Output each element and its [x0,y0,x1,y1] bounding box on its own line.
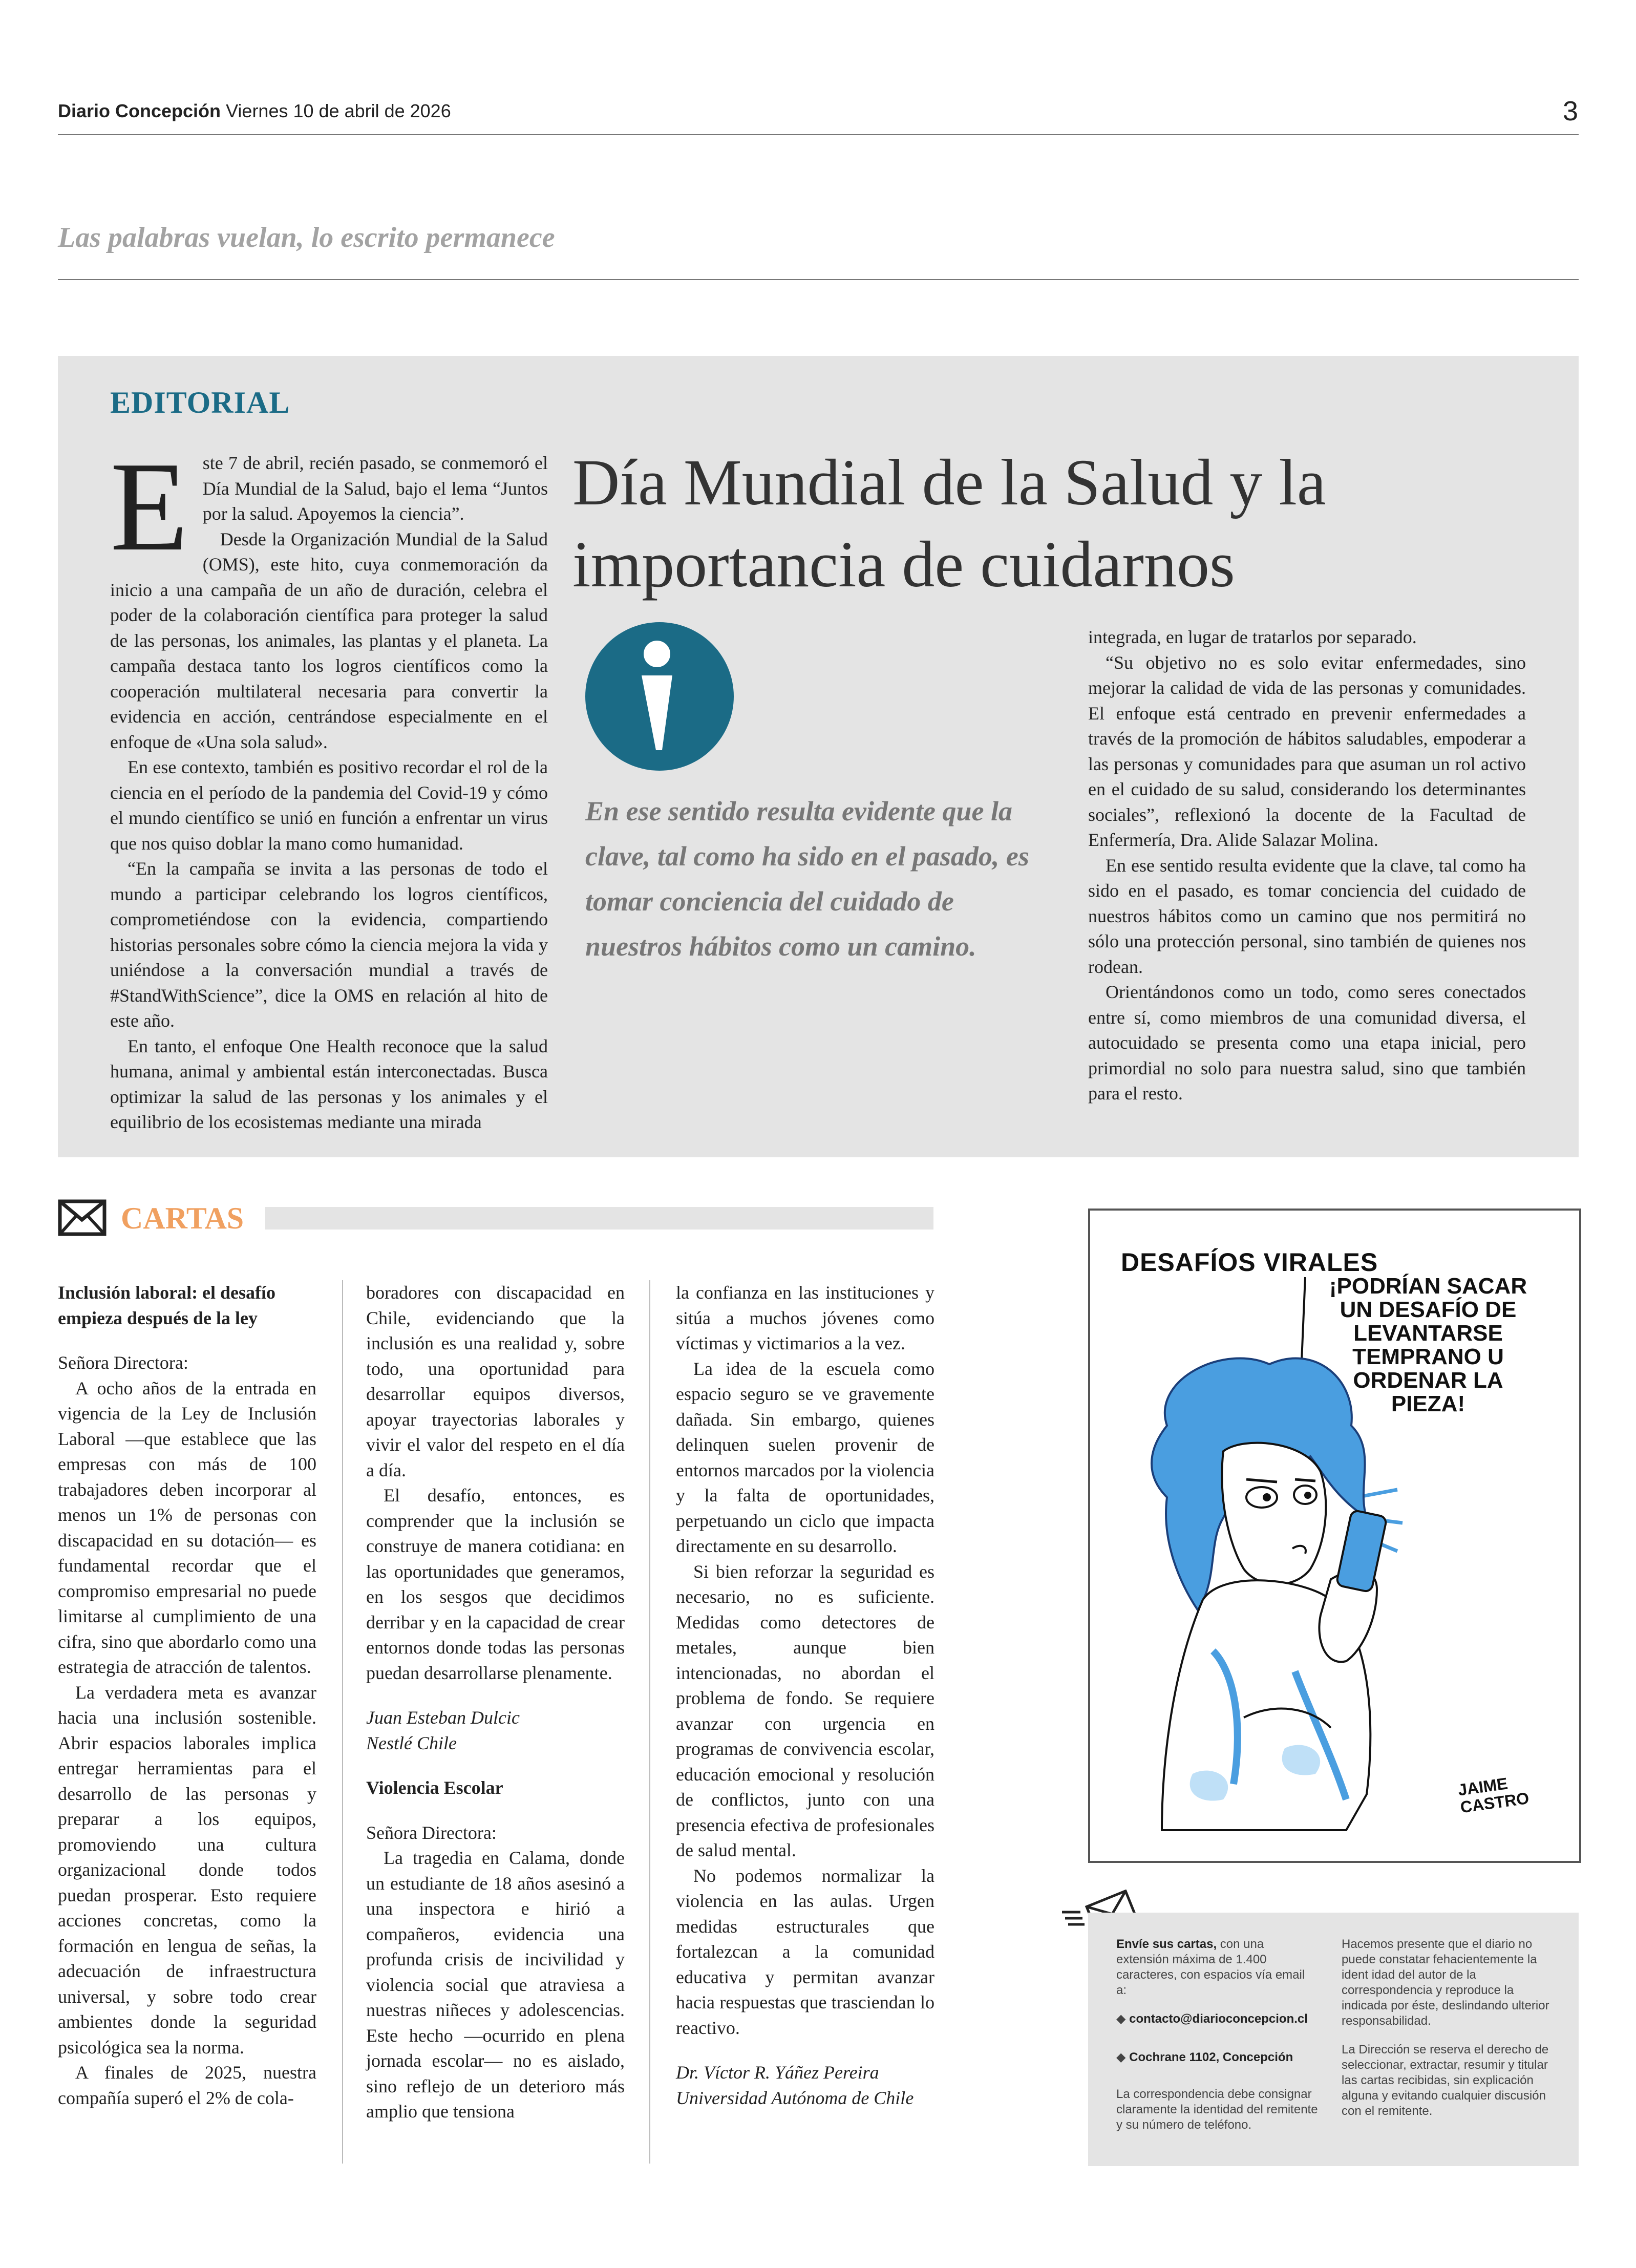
column-divider [649,1280,650,2164]
contact-box [1088,1913,1579,2166]
letter-salutation: Señora Directora: [58,1352,188,1373]
letter-paragraph: la confianza en las instituciones y sitúa a muchos jóvenes como víctimas y victimarios a la vez. [676,1282,934,1353]
letter-headline: Violencia Escolar [366,1777,503,1798]
editorial-column-3 [1088,625,1526,1107]
envelope-icon [58,1199,107,1236]
pull-quote: En ese sentido resulta evidente que la clave, tal como ha sido en el pasado, es tomar conciencia del cuidado de nuestros hábitos como un camino. [585,796,1029,962]
letters-column-1 [58,1280,316,2111]
letter-company: Nestlé Chile [366,1732,457,1753]
letter-paragraph: A ocho años de la entrada en vigencia de la Ley de Inclusión Laboral —que establece que las empresas con más de 100 trabajadores deben incorporar al menos un 1% de personas con discapacidad en su dotación— es fundamental recordar que el compromiso empresarial no puede limitarse al cumplimiento de una cifra, sino que abordarlo como una estrategia de atracción de talentos. [58,1377,316,1677]
letter-institution: Universidad Autónoma de Chile [676,2087,914,2108]
cartas-bar [265,1207,933,1230]
header-rule [58,134,1579,135]
editorial-paragraph: “Su objetivo no es solo evitar enfermedades, sino mejorar la calidad de vida de las personas y comunidades. El enfoque está centrado en prevenir enfermedades a través de la promoción de hábitos saludables, empoderar a las personas y comunidades para que asuman un rol activo en el cuidado de su salud, considerando los determinantes sociales”, reflexionó la docente de la Facultad de Enfermería, Dra. Alide Salazar Molina. [1088,652,1526,850]
letter-paragraph: boradores con discapacidad en Chile, evidenciando que la inclusión es una realidad y, sobre todo, una oportunidad para desarrollar equipos diversos, apoyar trayectorias laborales y vivir el valor del respeto en el día a día. [366,1282,625,1480]
speech-bubble-text: ¡PODRÍAN SACAR UN DESAFÍO DE LEVANTARSE TEMPRANO U ORDENAR LA PIEZA! [1329,1274,1527,1416]
contact-address-row [1116,2050,1321,2065]
letter-salutation: Señora Directora: [366,1822,497,1843]
editorial-paragraph: Orientándonos como un todo, como seres conectados entre sí, como miembros de una comunidad diversa, el autocuidado se presenta como una etapa inicial, pero primordial no solo para nuestra salud, sino que también para el resto. [1088,982,1526,1104]
newspaper-name: Diario Concepción [58,100,221,121]
contact-email-row [1116,2011,1321,2027]
drop-cap: E [110,436,188,578]
contact-send-label: Envíe sus cartas, [1116,1937,1217,1951]
contact-address: Cochrane 1102, Concepción [1129,2050,1293,2064]
letters-column-2 [366,1280,625,2125]
contact-send-text: con una extensión máxima de 1.400 caracteres, con espacios vía email a: [1116,1937,1305,1997]
editorial-paragraph: integrada, en lugar de tratarlos por separado. [1088,627,1417,647]
letter-author: Dr. Víctor R. Yáñez Pereira [676,2062,879,2083]
letter-paragraph: La verdadera meta es avanzar hacia una inclusión sostenible. Abrir espacios laborales implica entregar herramientas para el desarrollo de las personas y preparar a los equipos, promoviendo una cultura organizacional donde todos puedan prosperar. Esto requiere acciones concretas, como la formación en lengua de señas, la adecuación de infraestructura universal, y sobre todo crear ambientes donde la seguridad psicológica sea la norma. [58,1682,316,2058]
editorial-paragraph: “En la campaña se invita a las personas de todo el mundo a participar celebrando los logros científicos, comprometiéndose con la evidencia, compartiendo historias personales sobre cómo la ciencia mejora la vida y uniéndose a la conversación mundial a través de #StandWithScience”, dice la OMS en relación al hito de este año. [110,858,548,1031]
legal-note-2: La Dirección se reserva el derecho de seleccionar, extractar, resumir y titular las cartas recibidas, sin explicación alguna y evitando cualquier discusión con el remitente. [1342,2043,1549,2118]
contact-email[interactable]: contacto@diarioconcepcion.cl [1129,2012,1308,2026]
editorial-paragraph: En tanto, el enfoque One Health reconoce que la salud humana, animal y ambiental están interconectadas. Busca optimizar la salud de las personas y los animales y el equilibrio de los ecosistemas mediante una mirada [110,1035,548,1132]
legal-note-1: Hacemos presente que el diario no puede constatar fehacientemente la ident idad del autor de la correspondencia y reproduce la indicada por éste, deslindando ulterior responsabilidad. [1342,1937,1549,2028]
section-motto: Las palabras vuelan, lo escrito permanece [58,222,555,253]
contact-instructions [1116,1937,1316,1998]
bullet-diamond-icon: ◆ [1116,2012,1126,2026]
editorial-paragraph: ste 7 de abril, recién pasado, se conmemoró el Día Mundial de la Salud, bajo el lema “Juntos por la salud. Apoyemos la ciencia”. [202,453,548,524]
letter-paragraph: No podemos normalizar la violencia en las aulas. Urgen medidas estructurales que fortalezcan a la comunidad educativa y permitan avanzar hacia respuestas que trasciendan lo reactivo. [676,1865,934,2038]
letter-paragraph: Si bien reforzar la seguridad es necesario, no es suficiente. Medidas como detectores de metales, aunque bien intencionadas, no abordan el problema de fondo. Se requiere avanzar con urgencia en programas de convivencia escolar, educación emocional y resolución de conflictos, junto con una presencia efectiva de profesionales de salud mental. [676,1561,934,1860]
bullet-diamond-icon: ◆ [1116,2050,1126,2064]
editorial-label: EDITORIAL [110,386,290,419]
page-header [58,100,451,122]
letter-author: Juan Esteban Dulcic [366,1707,520,1728]
page-number: 3 [1562,96,1578,126]
editorial-column-1 [110,436,548,1135]
info-icon [585,622,734,771]
motto-rule [58,279,1579,280]
letter-paragraph: A finales de 2025, nuestra compañía superó el 2% de cola- [58,2062,316,2108]
letter-paragraph: La tragedia en Calama, donde un estudiante de 18 años asesinó a una inspectora e hirió a compañeros, evidencia una profunda crisis de incivilidad y violencia social que atraviesa a nuestras niñeces y adolescencias. Este hecho —ocurrido en plena jornada escolar— no es aislado, sino reflejo de un deterioro más amplio que tensiona [366,1848,625,2122]
editorial-paragraph: En ese sentido resulta evidente que la clave, tal como ha sido en el pasado, es tomar conciencia del cuidado de nuestros hábitos como un camino que nos permitirá no sólo una protección personal, sino también de quienes nos rodean. [1088,855,1526,977]
cartas-label: CARTAS [121,1201,244,1235]
editorial-paragraph: Desde la Organización Mundial de la Salud (OMS), este hito, cuya conmemoración da inicio a una campaña de un año de duración, celebra el poder de la colaboración científica para proteger la salud de las personas, los animales, las plantas y el planeta. La campaña destaca tanto los logros científicos como la cooperación multilateral necesaria para convertir la evidencia en acción, centrándose especialmente en el enfoque de «Una sola salud». [110,528,548,752]
cartoon-panel [1088,1209,1581,1863]
letters-column-3 [676,1280,934,2111]
letter-paragraph: La idea de la escuela como espacio seguro se ve gravemente dañada. Sin embargo, quienes delinquen suelen provenir de entornos marcados por la violencia y la falta de oportunidades, perpetuando un ciclo que impacta directamente en su desarrollo. [676,1358,934,1556]
column-divider [342,1280,343,2164]
cartoonist-signature: JAIME CASTRO [1456,1774,1531,1817]
cartoon-illustration [1090,1211,1579,1861]
editorial-title: Día Mundial de la Salud y la importancia de cuidarnos [572,446,1326,601]
contact-note: La correspondencia debe consignar claramente la identidad del remitente y su número de teléfono. [1116,2087,1318,2132]
issue-date: Viernes 10 de abril de 2026 [226,100,451,121]
letter-paragraph: El desafío, entonces, es comprender que la inclusión se construye de manera cotidiana: en las oportunidades que generamos, en los sesgos que decidimos derribar y en la capacidad de crear entornos donde todas las personas puedan desarrollarse plenamente. [366,1485,625,1683]
cartoon-title: DESAFÍOS VIRALES [1121,1248,1378,1277]
letter-headline: Inclusión laboral: el desafío empieza después de la ley [58,1282,276,1328]
editorial-paragraph: En ese contexto, también es positivo recordar el rol de la ciencia en el período de la pandemia del Covid-19 y cómo el mundo científico se unió en función a enfrentar un virus que nos quiso doblar la mano como humanidad. [110,757,548,854]
